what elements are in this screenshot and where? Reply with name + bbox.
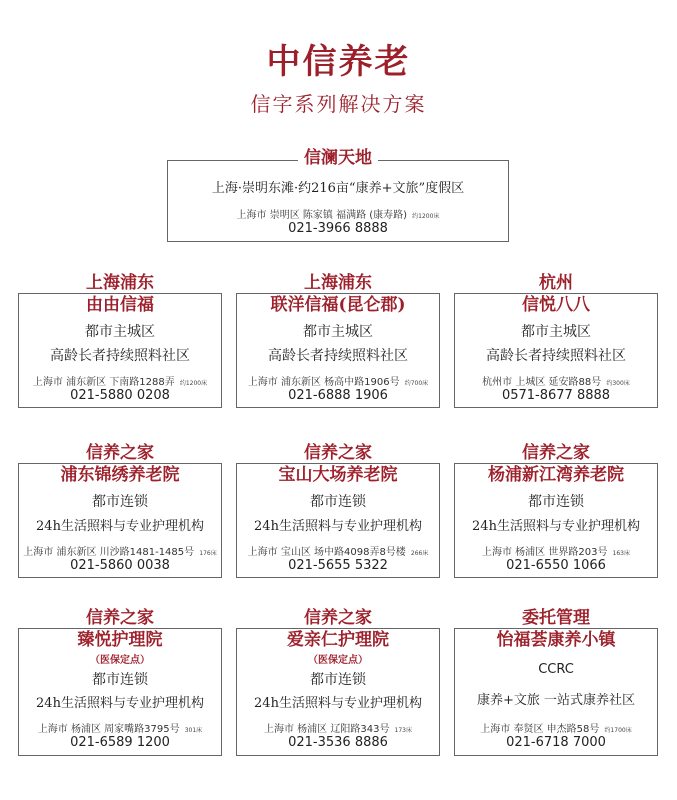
card-heading: 信养之家 杨浦新江湾养老院 (455, 442, 657, 486)
card-feature-1: 都市主城区 (521, 324, 591, 340)
card-phone: 021-5860 0038 (70, 558, 170, 573)
card-heading: 信养之家 浦东锦绣养老院 (19, 442, 221, 486)
card-feature: 上海·崇明东滩·约216亩“康养+文旅”度假区 (211, 181, 465, 196)
card-address: 上海市 浦东新区 下南路1288弄 约1200床 (32, 377, 208, 388)
card-address: 上海市 奉贤区 申杰路58号 约1700床 (480, 724, 632, 735)
card-phone: 021-6589 1200 (70, 735, 170, 750)
card-feature-2: 24h生活照料与专业护理机构 (254, 519, 422, 534)
card-feature-1: 都市连锁 (92, 672, 148, 688)
card-feature-2: 24h生活照料与专业护理机构 (36, 519, 204, 534)
card-aiqinren (236, 608, 440, 756)
card-phone: 021-6718 7000 (506, 735, 606, 750)
card-phone: 021-5880 0208 (70, 388, 170, 403)
card-heading: 上海浦东 由由信福 (19, 272, 221, 316)
card-heading: 信养之家 宝山大场养老院 (237, 442, 439, 486)
card-feature-2: 康养+文旅 一站式康养社区 (476, 693, 636, 708)
card-pudong-youyou (18, 273, 222, 408)
card-feature-2: 24h生活照料与专业护理机构 (36, 696, 204, 711)
card-feature-2: 高龄长者持续照料社区 (486, 348, 626, 364)
card-phone: 0571-8677 8888 (501, 388, 611, 403)
card-feature-2: 24h生活照料与专业护理机构 (254, 696, 422, 711)
card-address: 上海市 浦东新区 杨高中路1906号 约700床 (247, 377, 429, 388)
card-heading: 杭州 信悦八八 (455, 272, 657, 316)
card-feature-1: 都市连锁 (528, 494, 584, 510)
card-note: （医保定点） (308, 655, 368, 666)
card-phone: 021-3966 8888 (288, 221, 388, 236)
card-heading: 信澜天地 (168, 147, 508, 169)
card-heading: 上海浦东 联洋信福(昆仑郡) (237, 272, 439, 316)
card-phone: 021-6550 1066 (506, 558, 606, 573)
card-feature-1: 都市连锁 (92, 494, 148, 510)
card-yifuhui (454, 608, 658, 756)
card-feature-2: 24h生活照料与专业护理机构 (472, 519, 640, 534)
card-address: 上海市 宝山区 场中路4098弄8号楼 266床 (247, 547, 429, 558)
card-heading: 信养之家 爱亲仁护理院 (237, 607, 439, 651)
page-subtitle: 信字系列解决方案 (250, 92, 427, 116)
card-zhenyue (18, 608, 222, 756)
card-address: 上海市 杨浦区 世界路203号 163床 (482, 547, 630, 558)
card-address: 杭州市 上城区 延安路88号 约300床 (482, 377, 630, 388)
card-feature-1: 都市主城区 (85, 324, 155, 340)
card-address: 上海市 浦东新区 川沙路1481-1485号 176床 (23, 547, 217, 558)
card-phone: 021-3536 8886 (288, 735, 388, 750)
card-feature-2: 高龄长者持续照料社区 (50, 348, 190, 364)
card-feature-1: CCRC (538, 662, 574, 677)
page-title: 中信养老 (266, 42, 411, 82)
card-address: 上海市 杨浦区 辽阳路343号 173床 (264, 724, 412, 735)
card-lianyang-xinfu (236, 273, 440, 408)
card-feature-1: 都市主城区 (303, 324, 373, 340)
card-xinjiangwan (454, 443, 658, 578)
card-xinlan-tiandi (167, 148, 509, 242)
card-phone: 021-5655 5322 (288, 558, 388, 573)
card-feature-1: 都市连锁 (310, 672, 366, 688)
card-heading: 信养之家 臻悦护理院 (19, 607, 221, 651)
card-jinxiu (18, 443, 222, 578)
card-address: 上海市 崇明区 陈家镇 福满路 (康寿路) 约1200床 (236, 210, 440, 221)
card-heading: 委托管理 怡福荟康养小镇 (455, 607, 657, 651)
card-feature-1: 都市连锁 (310, 494, 366, 510)
card-phone: 021-6888 1906 (288, 388, 388, 403)
card-dachang (236, 443, 440, 578)
card-hangzhou-xinyue (454, 273, 658, 408)
card-note: （医保定点） (90, 655, 150, 666)
card-address: 上海市 杨浦区 周家嘴路3795号 301床 (37, 724, 203, 735)
card-feature-2: 高龄长者持续照料社区 (268, 348, 408, 364)
